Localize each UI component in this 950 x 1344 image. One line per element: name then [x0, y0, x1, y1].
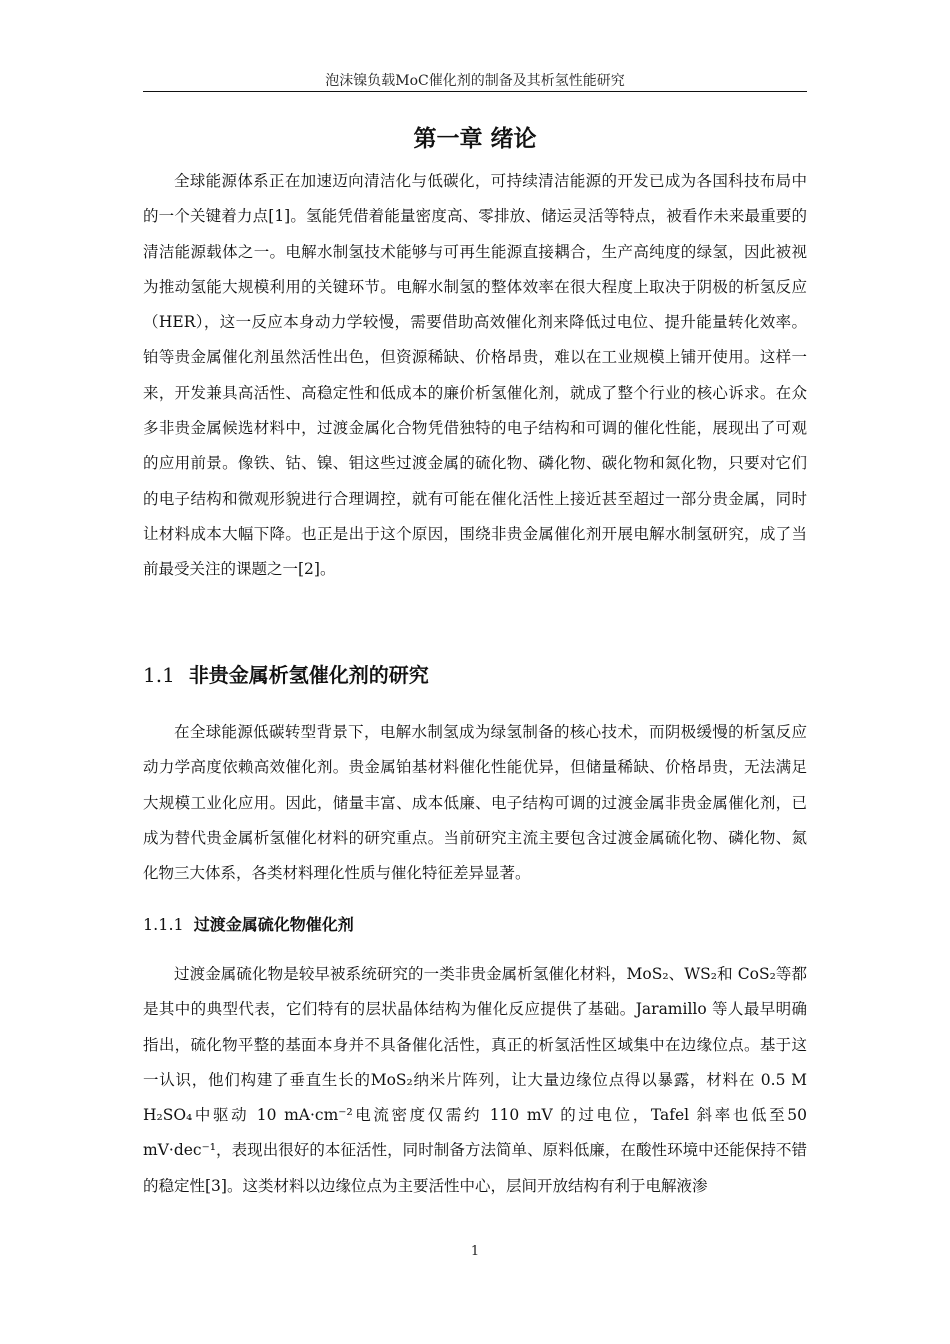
section-title: 非贵金属析氢催化剂的研究: [188, 663, 429, 687]
subsection-paragraph: 过渡金属硫化物是较早被系统研究的一类非贵金属析氢催化材料，MoS₂、WS₂和 CoS₂等都是其中的典型代表，它们特有的层状晶体结构为催化反应提供了基础。Jaramillo 等人最早明确指出，硫化物平整的基面本身并不具备催化活性，真正的析氢活性区域集中在边缘位点。基于这一认识，他们构建了垂直生长的MoS₂纳米片阵列，让大量边缘位点得以暴露，材料在 0.5 M H₂SO₄中驱动 10 mA·cm⁻²电流密度仅需约 110 mV 的过电位，Tafel 斜率也低至50 mV·dec⁻¹，表现出很好的本征活性，同时制备方法简单、原料低廉，在酸性环境中还能保持不错的稳定性[3]。这类材料以边缘位点为主要活性中心，层间开放结构有利于电解液渗: [143, 965, 807, 1195]
chapter-title: 第一章 绪论: [413, 126, 537, 152]
page-number: 1: [470, 1244, 480, 1259]
subsection-title: 过渡金属硫化物催化剂: [193, 915, 354, 934]
section-paragraph: 在全球能源低碳转型背景下，电解水制氢成为绿氢制备的核心技术，而阴极缓慢的析氢反应动力学高度依赖高效催化剂。贵金属铂基材料催化性能优异，但储量稀缺、价格昂贵，无法满足大规模工业化应用。因此，储量丰富、成本低廉、电子结构可调的过渡金属非贵金属催化剂，已成为替代贵金属析氢催化材料的研究重点。当前研究主流主要包含过渡金属硫化物、磷化物、氮化物三大体系，各类材料理化性质与催化特征差异显著。: [143, 723, 807, 883]
running-header: 泡沫镍负载MoC催化剂的制备及其析氢性能研究: [325, 73, 625, 89]
subsection-heading: [143, 910, 807, 940]
section-heading: [143, 658, 807, 692]
header-divider: [143, 91, 807, 92]
subsection-number: 1.1.1: [143, 915, 184, 934]
intro-paragraph: 全球能源体系正在加速迈向清洁化与低碳化，可持续清洁能源的开发已成为各国科技布局中的一个关键着力点[1]。氢能凭借着能量密度高、零排放、储运灵活等特点，被看作未来最重要的清洁能源载体之一。电解水制氢技术能够与可再生能源直接耦合，生产高纯度的绿氢，因此被视为推动氢能大规模利用的关键环节。电解水制氢的整体效率在很大程度上取决于阴极的析氢反应（HER），这一反应本身动力学较慢，需要借助高效催化剂来降低过电位、提升能量转化效率。铂等贵金属催化剂虽然活性出色，但资源稀缺、价格昂贵，难以在工业规模上铺开使用。这样一来，开发兼具高活性、高稳定性和低成本的廉价析氢催化剂，就成了整个行业的核心诉求。在众多非贵金属候选材料中，过渡金属化合物凭借独特的电子结构和可调的催化性能，展现出了可观的应用前景。像铁、钴、镍、钼这些过渡金属的硫化物、磷化物、碳化物和氮化物，只要对它们的电子结构和微观形貌进行合理调控，就有可能在催化活性上接近甚至超过一部分贵金属，同时让材料成本大幅下降。也正是出于这个原因，围绕非贵金属催化剂开展电解水制氢研究，成了当前最受关注的课题之一[2]。: [143, 172, 807, 579]
section-number: 1.1: [143, 663, 175, 687]
